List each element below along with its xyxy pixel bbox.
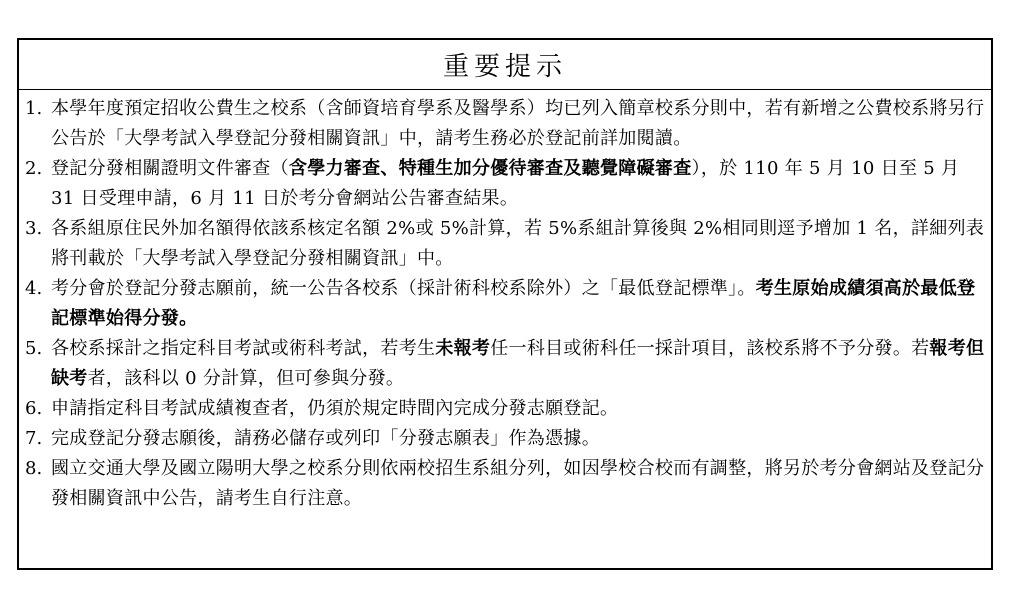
notice-item: [25, 94, 985, 154]
text-segment: 任一科目或術科任一採計項目，該校系將不予分發。若: [490, 338, 930, 359]
notice-title: 重要提示: [442, 52, 567, 82]
notice-item: [25, 334, 985, 394]
notice-item: [25, 154, 985, 214]
text-segment: 本學年度預定招收公費生之校系（含師資培育學系及醫學系）均已列入簡章校系分則中，若有新增之公費校系將另行公告於「大學考試入學登記分發相關資訊」中，請考生務必於登記前詳加閱讀。: [51, 98, 985, 149]
text-segment: 各校系採計之指定科目考試或術科考試，若考生: [51, 338, 436, 359]
emphasis-text: 考生原始成績須高於最低登記標準始得分發。: [51, 278, 976, 329]
text-segment: 者，該科以 0 分計算，但可參與分發。: [87, 368, 405, 389]
item-text: [51, 334, 985, 394]
item-text: [51, 214, 985, 274]
item-number: 1.: [25, 98, 43, 119]
text-segment: 國立交通大學及國立陽明大學之校系分則依兩校招生系組分列，如因學校合校而有調整，將另於考分會網站及登記分發相關資訊中公告，請考生自行注意。: [51, 458, 985, 509]
item-number: 7.: [25, 428, 43, 449]
text-segment: 申請指定科目考試成績複查者，仍須於規定時間內完成分發志願登記。: [51, 398, 619, 419]
item-text: [51, 94, 985, 154]
text-segment: ），於 110 年 5 月 10 日至 5 月 31 日受理申請，6 月 11 日於考分會網站公告審查結果。: [51, 158, 960, 209]
text-segment: 各系組原住民外加名額得依該系核定名額 2%或 5%計算，若 5%系組計算後與 2%相同則逕予增加 1 名，詳細列表將刊載於「大學考試入學登記分發相關資訊」中。: [51, 218, 985, 269]
item-number: 8.: [25, 458, 43, 479]
text-segment: 考分會於登記分發志願前，統一公告各校系（採計術科校系除外）之「最低登記標準」。: [51, 278, 756, 299]
emphasis-text: 含學力審查、特種生加分優待審查及聽覺障礙審查: [288, 158, 692, 179]
emphasis-text: 未報考: [435, 338, 491, 359]
notice-item: [25, 214, 985, 274]
notice-box: [17, 38, 993, 570]
item-number: 6.: [25, 398, 43, 419]
notice-list: [19, 90, 991, 514]
item-text: [51, 154, 985, 214]
notice-item: [25, 394, 985, 424]
item-number: 2.: [25, 158, 43, 179]
item-number: 4.: [25, 278, 43, 299]
emphasis-text: 報考但缺考: [51, 338, 985, 389]
item-text: [51, 274, 985, 334]
item-text: [51, 454, 985, 514]
item-text: [51, 394, 985, 424]
item-number: 3.: [25, 218, 43, 239]
notice-item: [25, 454, 985, 514]
title-row: [19, 40, 991, 90]
item-text: [51, 424, 985, 454]
notice-item: [25, 274, 985, 334]
notice-item: [25, 424, 985, 454]
text-segment: 登記分發相關證明文件審查（: [51, 158, 289, 179]
item-number: 5.: [25, 338, 43, 359]
text-segment: 完成登記分發志願後，請務必儲存或列印「分發志願表」作為憑據。: [51, 428, 600, 449]
